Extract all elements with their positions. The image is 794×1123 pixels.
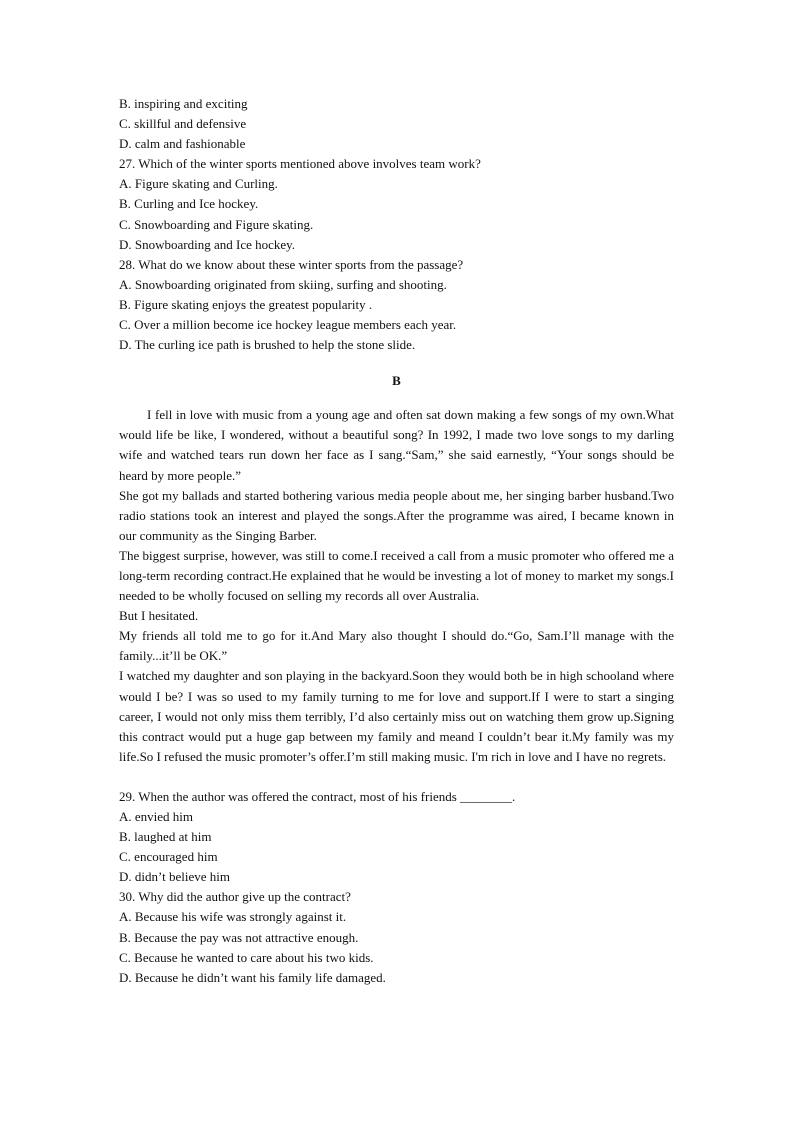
section-b-heading: B <box>392 373 401 389</box>
q27-option-b: B. Curling and Ice hockey. <box>119 196 259 212</box>
q27-option-a: A. Figure skating and Curling. <box>119 176 278 192</box>
q29-stem: 29. When the author was offered the contract, most of his friends ________. <box>119 788 516 804</box>
passage-paragraph-6: I watched my daughter and son playing in the backyard.Soon they would both be in high schooland where would I be? I was so used to my family turning to me for love and support.If I were to start a singing career, I would not only miss them terribly, I’d also certainly miss out on watching them grow up.Signing this contract would put a huge gap between my family and meand I couldn’t bear it.My family was my life.So I refused the music promoter’s offer.I’m still making music. I'm rich in love and I have no regrets. <box>119 668 674 764</box>
q29-option-b: B. laughed at him <box>119 829 212 845</box>
passage-paragraph-2: She got my ballads and started bothering various media people about me, her singing barber husband.Two radio stations took an interest and played the songs.After the programme was aired, I became known in our community as the Singing Barber. <box>119 487 674 543</box>
q29-option-c: C. encouraged him <box>119 849 218 865</box>
q30-option-a: A. Because his wife was strongly against it. <box>119 909 347 925</box>
passage-paragraph-5: My friends all told me to go for it.And Mary also thought I should do.“Go, Sam.I’ll manage with the family...it’ll be OK.” <box>119 628 674 664</box>
q28-stem: 28. What do we know about these winter sports from the passage? <box>119 256 464 272</box>
q29-option-d: D. didn’t believe him <box>119 869 230 885</box>
q30-option-b: B. Because the pay was not attractive enough. <box>119 929 359 945</box>
page-content <box>119 94 674 988</box>
blank-line <box>119 767 674 787</box>
passage-paragraph-3: The biggest surprise, however, was still to come.I received a call from a music promoter who offered me a long-term recording contract.He explained that he would be investing a lot of money to market my songs.I needed to be wholly focused on selling my records all over Australia. <box>119 547 674 604</box>
q28-option-b: B. Figure skating enjoys the greatest popularity . <box>119 296 373 312</box>
q26-options <box>119 94 674 154</box>
q26-option-d: D. calm and fashionable <box>119 136 246 152</box>
question-30 <box>119 887 674 987</box>
passage-paragraph-1: I fell in love with music from a young age and often sat down making a few songs of my own.What would life be like, I wondered, without a beautiful song? In 1992, I made two love songs to my darling wife and watched tears run down her face as I sang.“Sam,” she said earnestly, “Your songs should be heard by more people.” <box>119 407 674 483</box>
q26-option-c: C. skillful and defensive <box>119 116 247 132</box>
section-b-passage <box>119 405 674 767</box>
q30-stem: 30. Why did the author give up the contract? <box>119 889 351 905</box>
q30-option-c: C. Because he wanted to care about his two kids. <box>119 949 374 965</box>
q27-option-d: D. Snowboarding and Ice hockey. <box>119 236 296 252</box>
q28-option-d: D. The curling ice path is brushed to help the stone slide. <box>119 337 416 353</box>
q29-option-a: A. envied him <box>119 809 194 824</box>
q27-option-c: C. Snowboarding and Figure skating. <box>119 216 314 232</box>
question-29 <box>119 787 674 887</box>
q28-option-c: C. Over a million become ice hockey league members each year. <box>119 317 457 333</box>
passage-paragraph-4: But I hesitated. <box>119 608 199 624</box>
question-28 <box>119 255 674 355</box>
q26-option-b: B. inspiring and exciting <box>119 96 248 111</box>
q30-option-d: D. Because he didn’t want his family life damaged. <box>119 969 386 985</box>
q28-option-a: A. Snowboarding originated from skiing, surfing and shooting. <box>119 276 447 292</box>
q27-stem: 27. Which of the winter sports mentioned above involves team work? <box>119 156 481 172</box>
question-27 <box>119 154 674 254</box>
